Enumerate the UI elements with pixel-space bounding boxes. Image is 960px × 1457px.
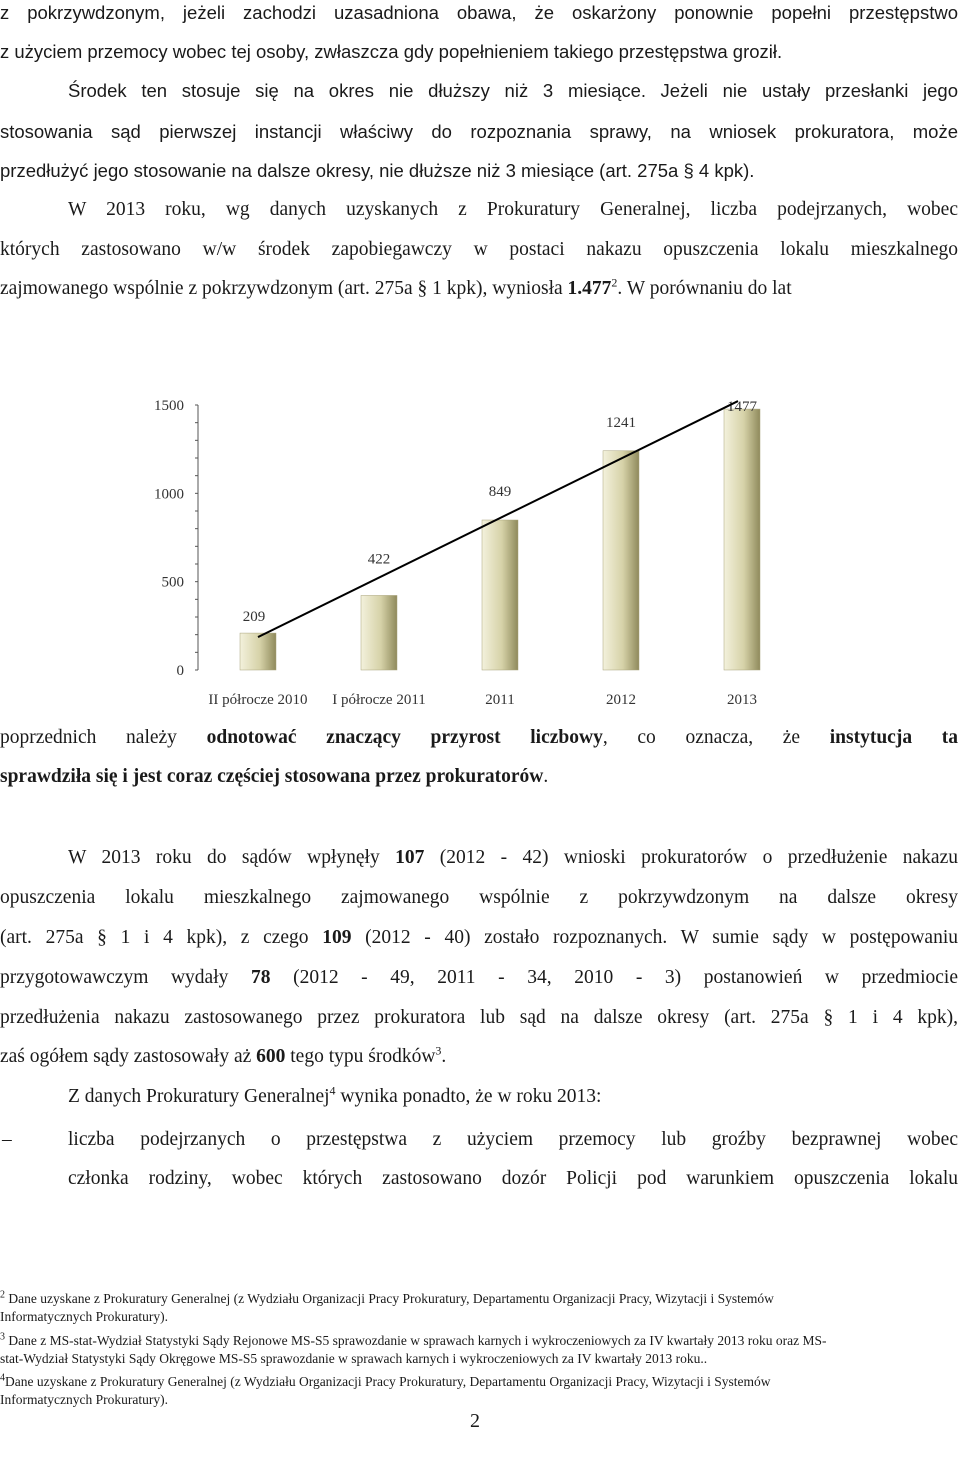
bullet-dash: – — [2, 1129, 12, 1150]
after-chart-1-bold2: instytucja ta — [829, 727, 958, 748]
intro-line-5: przedłużyć jego stosowanie na dalsze okresy, nie dłuższe niż 3 miesiące (art. 275a § 4 kpk). — [0, 160, 755, 181]
footnote-2 — [0, 1290, 774, 1308]
suspects-count: 1.477 — [567, 278, 612, 299]
x-tick-label: 2012 — [606, 692, 636, 708]
footnote-ref-3: 3 — [435, 1043, 442, 1058]
intro-line-3b: Jeżeli nie ustały przesłanki jego — [660, 80, 959, 101]
intro-line-3 — [68, 79, 958, 104]
x-tick-label: 2011 — [485, 692, 515, 708]
para2-1a: W 2013 roku do sądów wpłynęły — [68, 847, 396, 868]
intro-line-1: z pokrzywdzonym, jeżeli zachodzi uzasadniona obawa, że oskarżony ponownie popełni przestępstwo — [0, 2, 958, 23]
footnote-2-text-1: Dane uzyskane z Prokuratury Generalnej (z Wydziału Organizacji Pracy Prokuratury, Departamentu Organizacji Pracy, Wizytacji i Systemów — [8, 1291, 774, 1306]
footnote-4-cont: Informatycznych Prokuratury). — [0, 1392, 168, 1407]
page-number: 2 — [470, 1410, 480, 1432]
intro-line-7: których zastosowano w/w środek zapobiegawczy w postaci nakazu opuszczenia lokalu mieszkalnego — [0, 239, 958, 260]
para2-3a: (art. 275a § 1 i 4 kpk), z czego — [0, 927, 323, 948]
footnote-2-number: 2 — [0, 1289, 5, 1301]
para3-line-3: członka rodziny, wobec których zastosowano dozór Policji pod warunkiem opuszczenia lokalu — [68, 1168, 958, 1189]
decisions-count: 78 — [250, 967, 271, 988]
x-tick-label: 2013 — [727, 692, 757, 708]
footnote-3-cont: stat-Wydział Statystyki Sądy Okręgowe MS-S5 sprawozdanie w sprawach karnych i wykroczeniowych za IV kwartały 2013 roku.. — [0, 1351, 708, 1366]
after-chart-line-1 — [0, 726, 958, 750]
footnote-3 — [0, 1332, 826, 1350]
para2-line-6 — [0, 1045, 446, 1069]
footnote-2-cont: Informatycznych Prokuratury). — [0, 1309, 168, 1324]
para2-4a: przygotowawczym wydały — [0, 967, 251, 988]
bar — [361, 595, 397, 670]
footnote-4 — [0, 1373, 771, 1391]
data-label: 422 — [367, 551, 391, 568]
intro-line-8a: zajmowanego wspólnie z pokrzywdzonym (art. 275a § 1 kpk), wyniosła — [0, 278, 568, 299]
intro-line-6: W 2013 roku, wg danych uzyskanych z Prokuratury Generalnej, liczba podejrzanych, wobec — [68, 199, 958, 220]
data-label: 1477 — [727, 399, 757, 416]
para2-line-1 — [68, 846, 958, 870]
bar — [724, 409, 760, 670]
after-chart-line-2 — [0, 765, 548, 789]
after-chart-2-end: . — [543, 766, 549, 787]
after-chart-2-bold: sprawdziła się i jest coraz częściej stosowana przez prokuratorów — [0, 766, 544, 787]
footnote-4-number: 4 — [0, 1372, 5, 1384]
y-axis — [154, 398, 198, 679]
x-tick-label: II półrocze 2010 — [208, 692, 308, 708]
para2-line-2: opuszczenia lokalu mieszkalnego zajmowanego wspólnie z pokrzywdzonym na dalsze okresy — [0, 887, 958, 908]
x-axis-labels — [208, 692, 757, 708]
data-label: 849 — [488, 484, 512, 501]
para2-1c: (2012 - 42) wnioski prokuratorów o przedłużenie nakazu — [424, 847, 958, 868]
footnote-3-text-1: Dane z MS-stat-Wydział Statystyki Sądy Rejonowe MS-S5 sprawozdanie w sprawach karnych i wykroczeniowych za IV kwartały 2013 roku oraz MS- — [8, 1333, 827, 1348]
y-tick-label: 500 — [161, 574, 184, 591]
data-label: 209 — [242, 609, 266, 626]
para3-1b: wynika ponadto, że w roku 2013: — [335, 1086, 602, 1107]
after-chart-1-bold: odnotować znaczący przyrost liczbowy — [206, 727, 603, 748]
para3-1a: Z danych Prokuratury Generalnej — [68, 1086, 330, 1107]
para2-3c: (2012 - 40) zostało rozpoznanych. W sumie sądy w postępowaniu — [351, 927, 958, 948]
reviewed-count: 109 — [322, 927, 352, 948]
y-tick-label: 1500 — [154, 398, 184, 414]
intro-line-8b: . W porównaniu do lat — [617, 278, 792, 299]
bar — [603, 451, 639, 670]
bar-chart — [140, 370, 800, 720]
bar — [482, 520, 518, 670]
para2-line-5: przedłużenia nakazu zastosowanego przez prokuratora lub sąd na dalsze okresy (art. 275a § 1 i 4 kpk), — [0, 1007, 958, 1028]
intro-line-3a: Środek ten stosuje się na okres nie dłuższy niż 3 miesiące. — [68, 80, 647, 101]
intro-line-8 — [0, 277, 792, 301]
x-tick-label: I półrocze 2011 — [332, 692, 426, 708]
para2-line-4 — [0, 966, 958, 990]
footnote-ref-4: 4 — [329, 1083, 336, 1098]
footnote-3-number: 3 — [0, 1331, 5, 1343]
bars — [240, 409, 760, 670]
para2-line-3 — [0, 926, 958, 950]
measures-count: 600 — [256, 1046, 286, 1067]
data-label: 1241 — [606, 414, 636, 431]
bar — [240, 633, 276, 670]
footnote-4-text-1: Dane uzyskane z Prokuratury Generalnej (z Wydziału Organizacji Pracy Prokuratury, Departamentu Organizacji Pracy, Wizytacji i Systemów — [5, 1374, 771, 1389]
para3-line-2: liczba podejrzanych o przestępstwa z użyciem przemocy lub groźby bezprawnej wobec — [68, 1129, 958, 1150]
para2-6-end: . — [441, 1046, 447, 1067]
para2-4c: (2012 - 49, 2011 - 34, 2010 - 3) postanowień w przedmiocie — [270, 967, 958, 988]
intro-line-4: stosowania sąd pierwszej instancji właściwy do rozpoznania sprawy, na wniosek prokuratora, może — [0, 121, 958, 142]
motions-count: 107 — [395, 847, 425, 868]
para2-6c: tego typu środków — [285, 1046, 436, 1067]
para2-6a: zaś ogółem sądy zastosowały aż — [0, 1046, 257, 1067]
y-tick-label: 0 — [176, 663, 184, 679]
intro-line-2: z użyciem przemocy wobec tej osoby, zwłaszcza gdy popełnieniem takiego przestępstwa groził. — [0, 41, 783, 62]
footnote-ref-2: 2 — [611, 275, 618, 290]
after-chart-1a: poprzednich należy — [0, 727, 207, 748]
para3-line-1 — [68, 1085, 601, 1109]
after-chart-1b: , co oznacza, że — [602, 727, 830, 748]
y-tick-label: 1000 — [154, 486, 184, 503]
